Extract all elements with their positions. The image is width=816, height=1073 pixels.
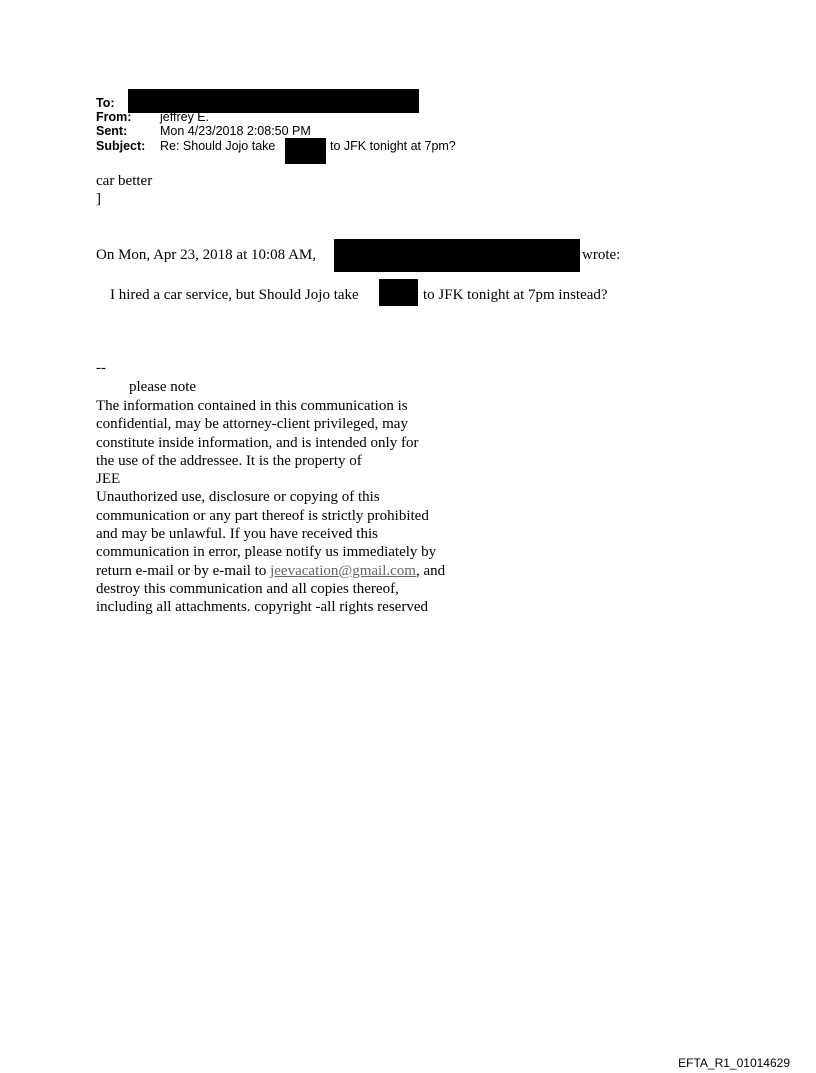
disclaimer-line: communication or any part thereof is strictly prohibited [96, 507, 429, 524]
disclaimer-line: and may be unlawful. If you have received this [96, 526, 378, 543]
redaction-subject [285, 138, 326, 164]
disclaimer-email-line [96, 562, 445, 580]
email-suffix: , and [415, 562, 446, 579]
disclaimer-line: destroy this communication and all copies thereof, [96, 580, 399, 597]
document-id: EFTA_R1_01014629 [678, 1056, 790, 1070]
subject-value-end: to JFK tonight at 7pm? [330, 139, 456, 153]
signature-note: please note [129, 379, 197, 395]
body-line-2: ] [96, 191, 101, 207]
disclaimer-line: JEE [96, 471, 121, 488]
disclaimer-line: communication in error, please notify us immediately by [96, 544, 437, 561]
disclaimer [96, 397, 445, 617]
disclaimer-line: The information contained in this communication is [96, 398, 408, 414]
signature-dashes: -- [96, 360, 106, 376]
disclaimer-line: confidential, may be attorney-client privileged, may [96, 416, 408, 433]
sent-row [96, 125, 127, 138]
subject-label: Subject: [96, 139, 146, 153]
quote-text-start: I hired a car service, but Should Jojo take [110, 287, 359, 303]
redaction-quote [379, 279, 418, 306]
disclaimer-line: the use of the addressee. It is the property of [96, 452, 362, 469]
to-label: To: [96, 96, 115, 110]
disclaimer-line: including all attachments. copyright -all rights reserved [96, 599, 428, 616]
disclaimer-line: constitute inside information, and is intended only for [96, 434, 419, 451]
quote-text-end: to JFK tonight at 7pm instead? [423, 287, 608, 303]
from-row [96, 111, 131, 124]
disclaimer-line: Unauthorized use, disclosure or copying of this [96, 489, 380, 506]
redaction-sender [334, 239, 580, 272]
from-value: jeffrey E. [160, 110, 210, 124]
quote-intro-start: On Mon, Apr 23, 2018 at 10:08 AM, [96, 247, 317, 263]
email-prefix: return e-mail or by e-mail to [96, 562, 267, 579]
quote-intro-end: wrote: [582, 247, 621, 263]
sent-label: Sent: [96, 124, 128, 138]
subject-row [96, 140, 145, 153]
body-line-1: car better [96, 173, 153, 189]
subject-value-start: Re: Should Jojo take [160, 139, 276, 153]
to-row [96, 97, 115, 110]
email-link[interactable]: jeevacation@gmail.com [270, 562, 416, 579]
from-label: From: [96, 110, 132, 124]
sent-value: Mon 4/23/2018 2:08:50 PM [160, 124, 311, 138]
